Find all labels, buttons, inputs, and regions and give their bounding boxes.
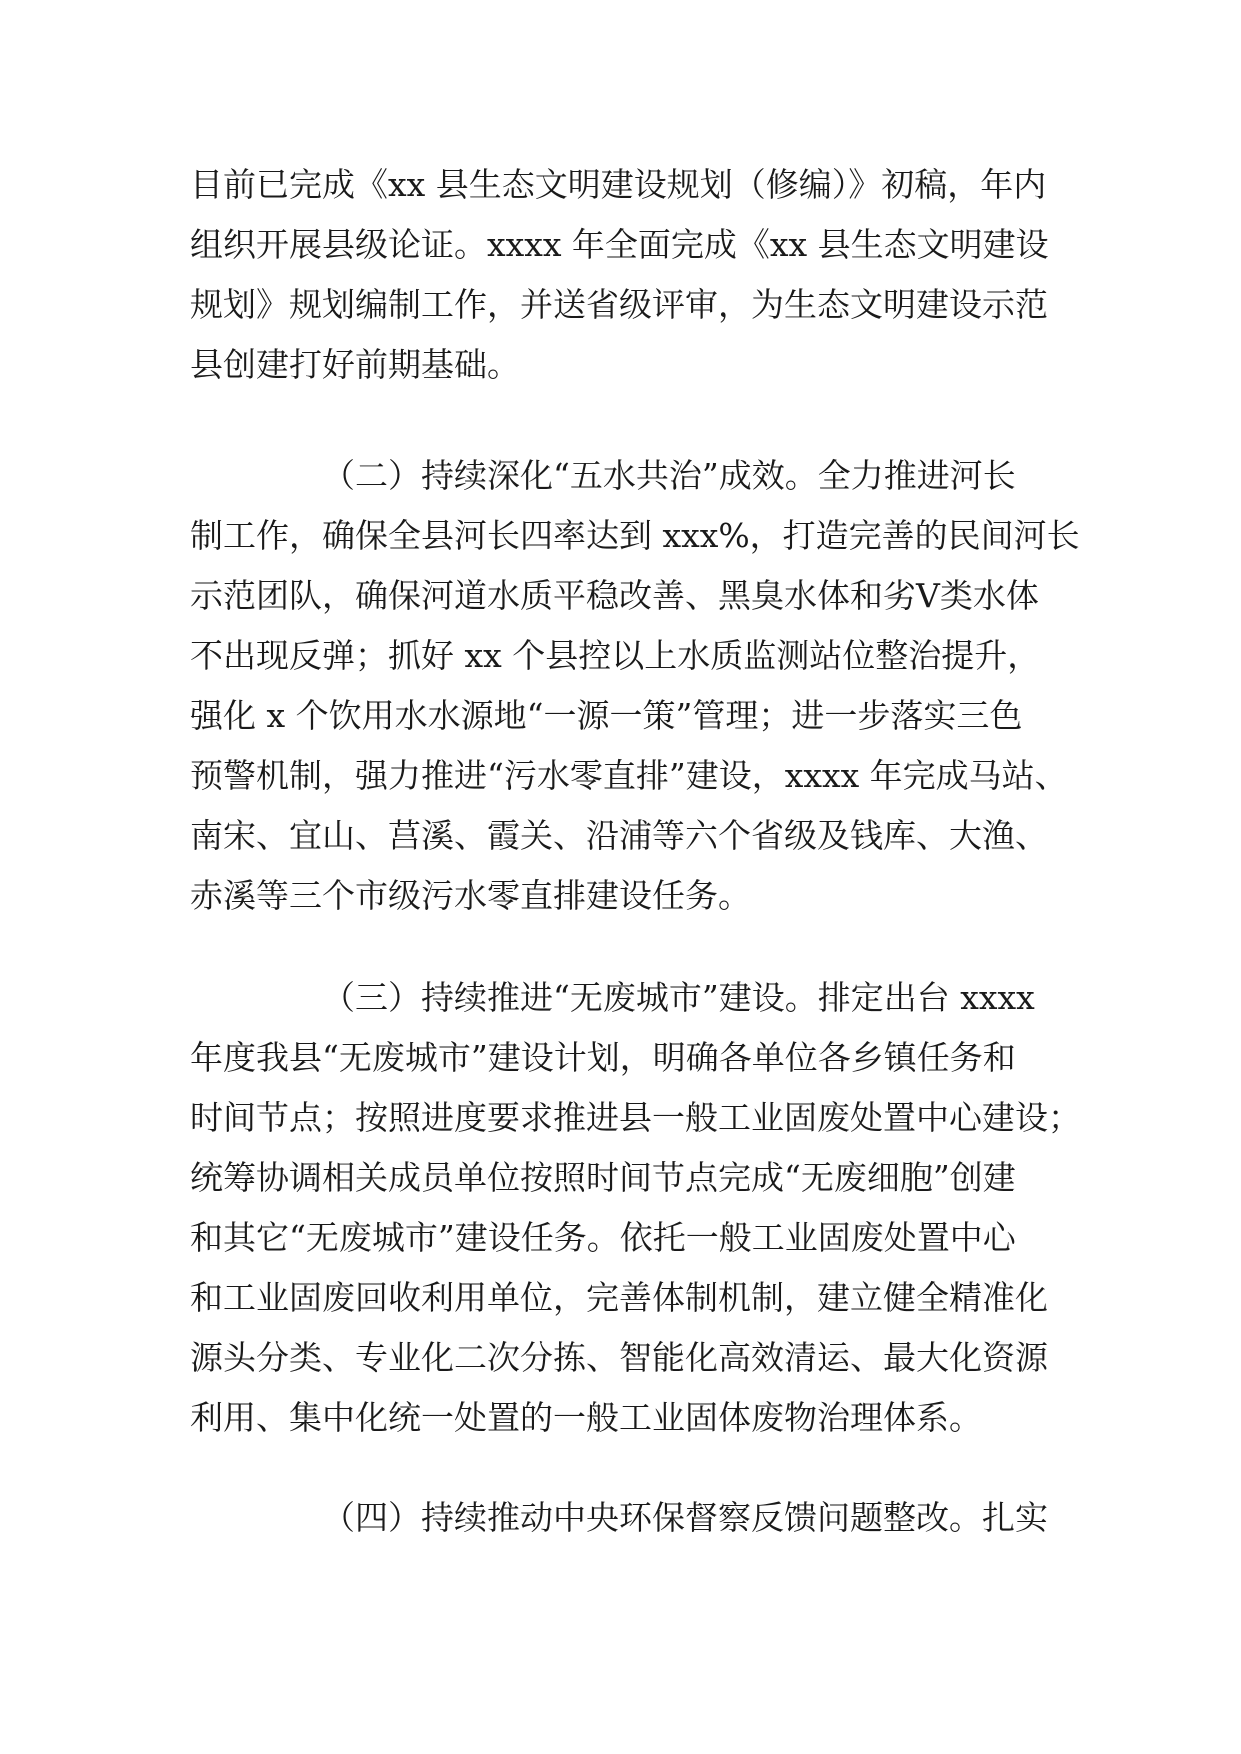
text-line: 赤溪等三个市级污水零直排建设任务。 xyxy=(190,876,751,915)
text-line: 和工业固废回收利用单位，完善体制机制，建立健全精准化 xyxy=(190,1278,1048,1317)
text-line: 制工作，确保全县河长四率达到 xxx%，打造完善的民间河长 xyxy=(190,516,1080,555)
text-line: 目前已完成《xx 县生态文明建设规划（修编）》初稿，年内 xyxy=(190,165,1047,204)
text-line: 强化 x 个饮用水水源地“一源一策”管理；进一步落实三色 xyxy=(190,696,1023,735)
section-heading-line: （四）持续推动中央环保督察反馈问题整改。扎实 xyxy=(322,1498,1048,1537)
text-line: 统筹协调相关成员单位按照时间节点完成“无废细胞”创建 xyxy=(190,1158,1016,1197)
paragraph-zero-waste xyxy=(190,968,1081,1448)
text-line: 不出现反弹；抓好 xx 个县控以上水质监测站位整治提升， xyxy=(190,636,1041,675)
text-line: 示范团队，确保河道水质平稳改善、黑臭水体和劣Ⅴ类水体 xyxy=(190,576,1039,615)
paragraph-five-water xyxy=(190,446,1080,926)
text-line: 年度我县“无废城市”建设计划，明确各单位各乡镇任务和 xyxy=(190,1038,1016,1077)
paragraph-inspection xyxy=(190,1488,1060,1548)
text-line: 预警机制，强力推进“污水零直排”建设，xxxx 年完成马站、 xyxy=(190,756,1068,795)
text-line: 利用、集中化统一处置的一般工业固体废物治理体系。 xyxy=(190,1398,982,1437)
section-heading-line: （二）持续深化“五水共治”成效。全力推进河长 xyxy=(322,456,1016,495)
text-line: 时间节点；按照进度要求推进县一般工业固废处置中心建设； xyxy=(190,1098,1081,1137)
text-line: 县创建打好前期基础。 xyxy=(190,345,520,384)
text-line: 南宋、宜山、莒溪、霞关、沿浦等六个省级及钱库、大渔、 xyxy=(190,816,1048,855)
text-line: 源头分类、专业化二次分拣、智能化高效清运、最大化资源 xyxy=(190,1338,1048,1377)
text-line: 和其它“无废城市”建设任务。依托一般工业固废处置中心 xyxy=(190,1218,1016,1257)
text-line: 组织开展县级论证。xxxx 年全面完成《xx 县生态文明建设 xyxy=(190,225,1049,264)
section-heading-line: （三）持续推进“无废城市”建设。排定出台 xxxx xyxy=(322,978,1035,1017)
paragraph-ecology-plan xyxy=(190,155,1060,395)
text-line: 规划》规划编制工作，并送省级评审，为生态文明建设示范 xyxy=(190,285,1048,324)
